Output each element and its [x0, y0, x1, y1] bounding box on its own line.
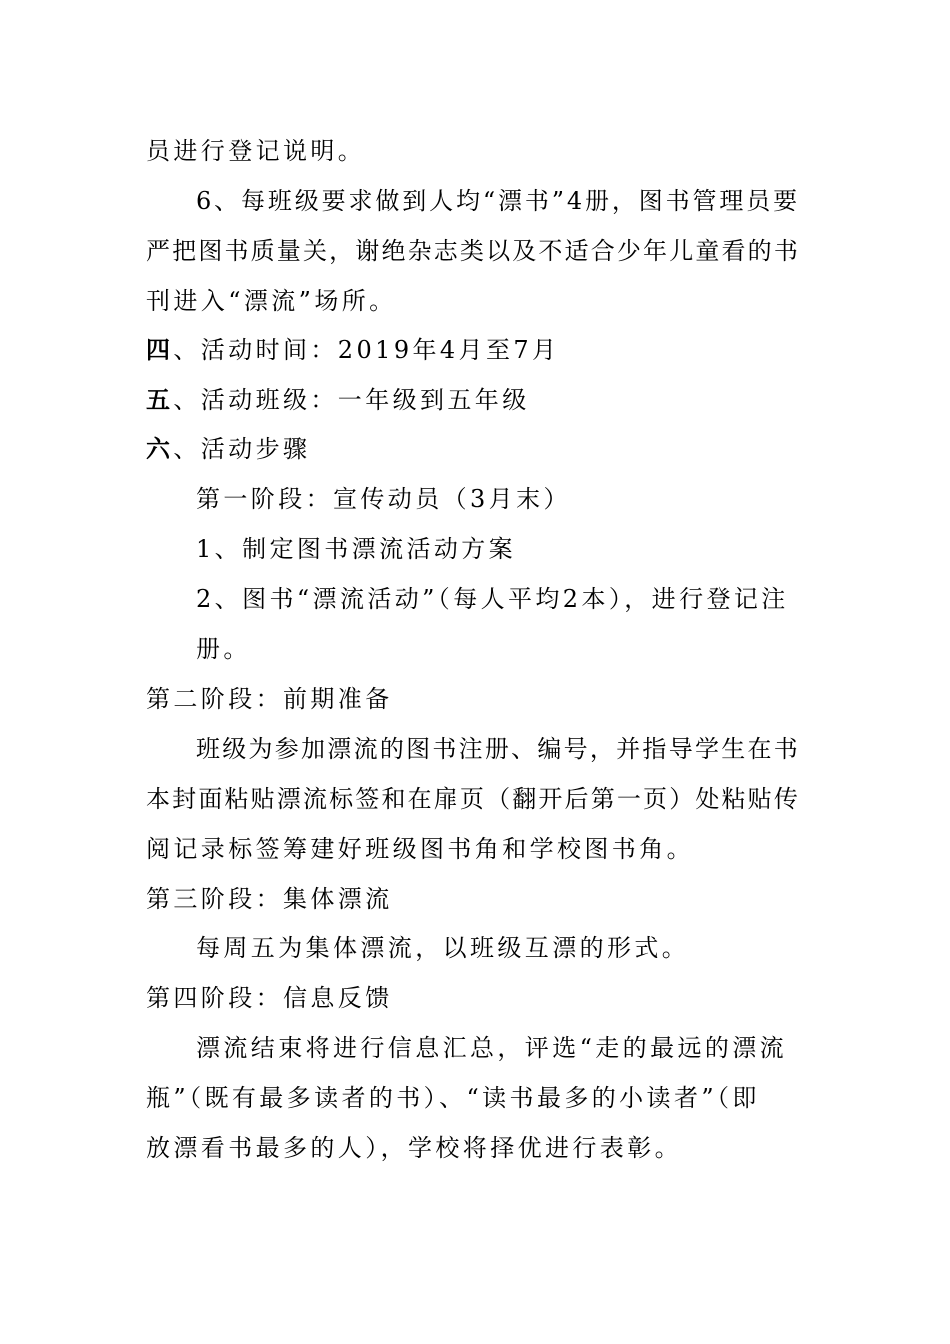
paragraph-line: 严把图书质量关，谢绝杂志类以及不适合少年儿童看的书 — [146, 237, 800, 265]
stage-heading: 第三阶段：集体漂流 — [146, 885, 393, 913]
section-number: 五 — [146, 385, 174, 414]
paragraph-line: 瓶”（既有最多读者的书）、“读书最多的小读者”（即 — [146, 1084, 760, 1112]
paragraph-line: 班级为参加漂流的图书注册、编号，并指导学生在书 — [196, 735, 800, 763]
paragraph-line: 2、图书“漂流活动”（每人平均2本），进行登记注 — [196, 585, 789, 613]
section-heading-steps — [146, 434, 310, 464]
stage-heading: 第四阶段：信息反馈 — [146, 984, 393, 1012]
stage-heading: 第二阶段：前期准备 — [146, 685, 393, 713]
paragraph-line: 本封面粘贴漂流标签和在扉页（翻开后第一页）处粘贴传 — [146, 785, 800, 813]
paragraph-line: 刊进入“漂流”场所。 — [146, 287, 397, 315]
section-text: 、活动步骤 — [173, 435, 311, 463]
section-text: 、活动班级：一年级到五年级 — [173, 386, 530, 414]
section-heading-classes — [146, 385, 530, 415]
section-heading-time — [146, 335, 559, 365]
paragraph-line: 每周五为集体漂流，以班级互漂的形式。 — [196, 934, 690, 962]
section-number: 六 — [146, 434, 174, 463]
stage-heading: 第一阶段：宣传动员（3月末） — [196, 485, 571, 513]
section-number: 四 — [146, 335, 174, 364]
paragraph-line: 1、制定图书漂流活动方案 — [196, 535, 517, 563]
paragraph-line: 册。 — [196, 635, 251, 663]
section-text: 、活动时间：2019年4月至7月 — [173, 336, 560, 364]
paragraph-line: 漂流结束将进行信息汇总，评选“走的最远的漂流 — [196, 1034, 788, 1062]
paragraph-line: 放漂看书最多的人），学校将择优进行表彰。 — [146, 1134, 682, 1162]
paragraph-line: 员进行登记说明。 — [146, 137, 366, 165]
paragraph-line: 6、每班级要求做到人均“漂书”4册，图书管理员要 — [196, 187, 800, 215]
paragraph-line: 阅记录标签筹建好班级图书角和学校图书角。 — [146, 835, 694, 863]
